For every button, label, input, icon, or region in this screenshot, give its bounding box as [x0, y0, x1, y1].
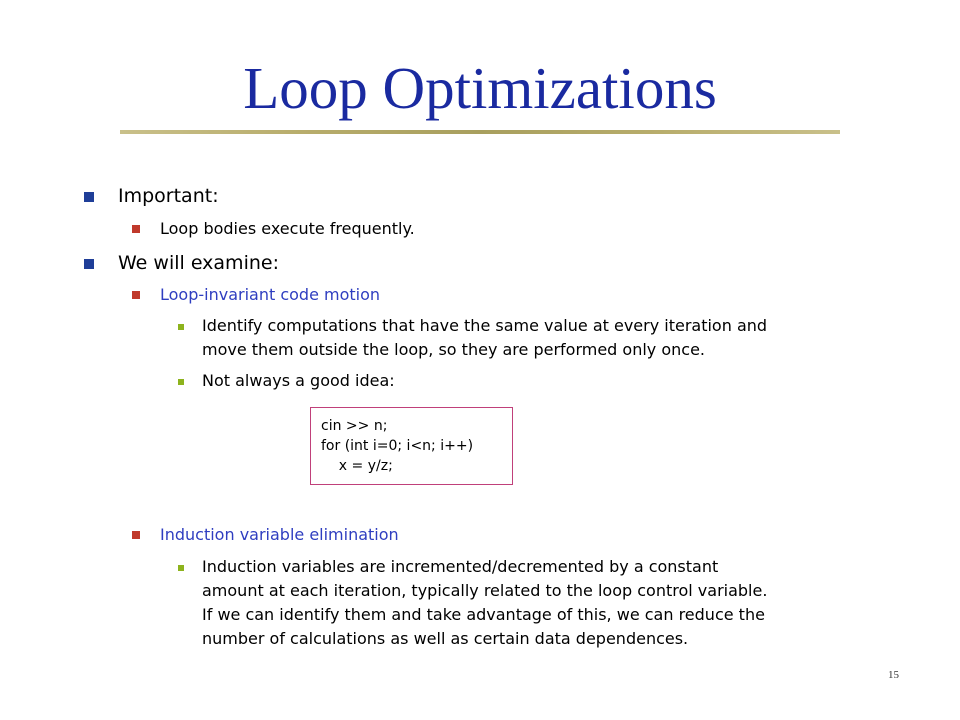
- code-line: cin >> n;: [321, 418, 388, 434]
- square-bullet-icon: [178, 324, 184, 330]
- bullet-text: Induction variables are incremented/decremented by a constant amount at each iteration, typically related to the loop control variable. If we can identify them and take advantage of this, we can reduce the number of calculations as well as certain data dependences.: [202, 557, 768, 648]
- square-bullet-icon: [132, 225, 140, 233]
- code-line: x = y/z;: [321, 458, 393, 474]
- square-bullet-icon: [84, 259, 94, 269]
- square-bullet-icon: [178, 565, 184, 571]
- bullet-text: Identify computations that have the same value at every iteration and move them outside the loop, so they are performed only once.: [202, 316, 768, 359]
- page-number: 15: [888, 669, 899, 681]
- square-bullet-icon: [84, 192, 94, 202]
- square-bullet-icon: [132, 531, 140, 539]
- square-bullet-icon: [178, 379, 184, 385]
- slide-title: Loop Optimizations: [243, 55, 717, 121]
- bullet-text: Loop bodies execute frequently.: [160, 219, 415, 238]
- code-example-box: [310, 407, 513, 485]
- bullet-text: Loop-invariant code motion: [160, 285, 381, 304]
- bullet-text: We will examine:: [118, 252, 279, 274]
- title-underline: [120, 130, 840, 134]
- bullet-text: Important:: [118, 185, 219, 207]
- bullet-text: Not always a good idea:: [202, 371, 395, 390]
- bullet-text: Induction variable elimination: [160, 525, 399, 544]
- code-line: for (int i=0; i<n; i++): [321, 438, 474, 454]
- square-bullet-icon: [132, 291, 140, 299]
